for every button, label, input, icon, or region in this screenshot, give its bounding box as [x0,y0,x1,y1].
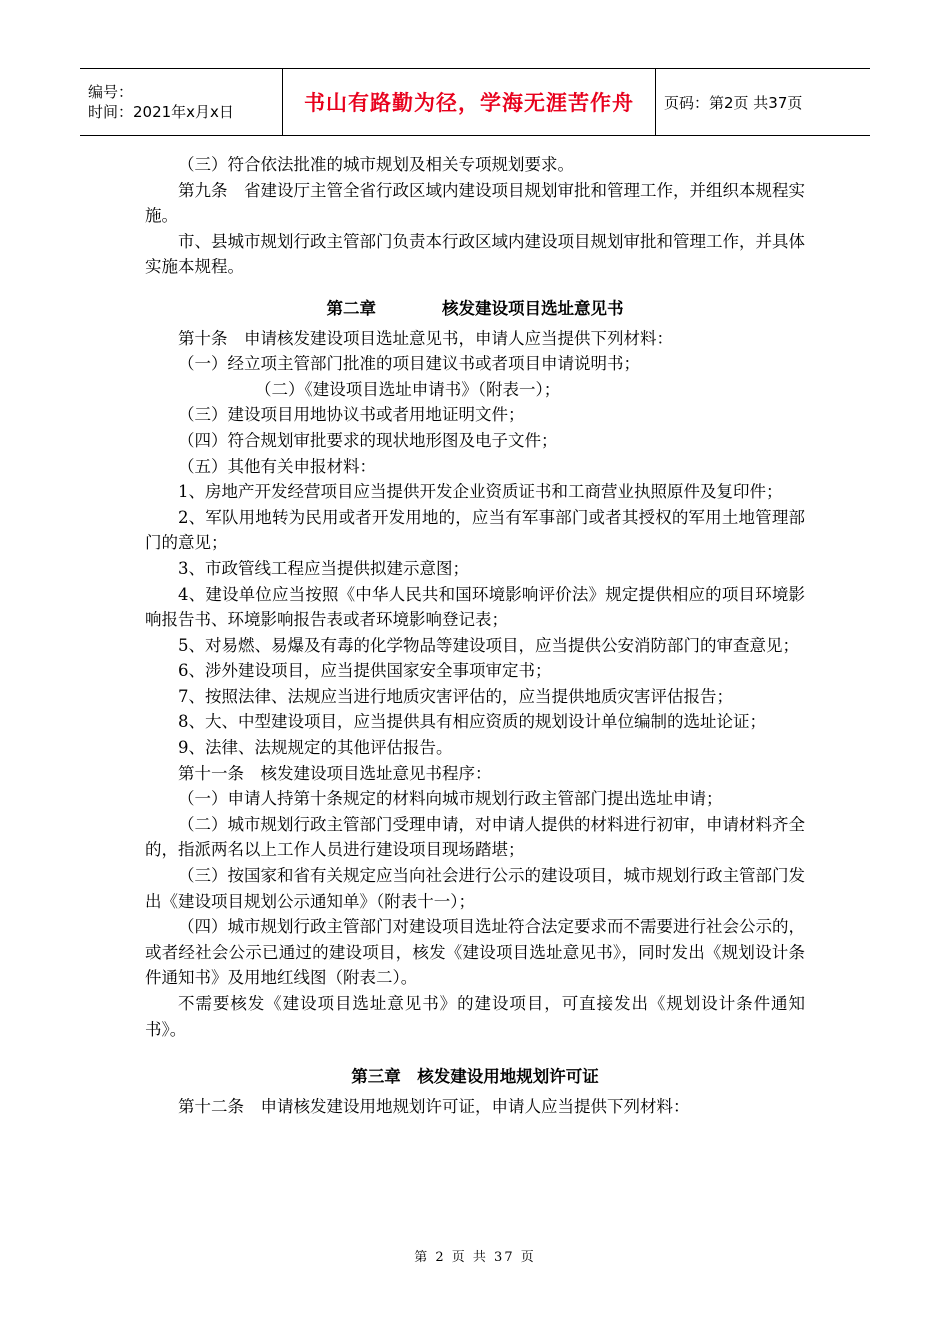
paragraph: （三）按国家和省有关规定应当向社会进行公示的建设项目，城市规划行政主管部门发出《建设项目规划公示通知单》（附表十一）； [145,866,805,911]
paragraph: 市、县城市规划行政主管部门负责本行政区域内建设项目规划审批和管理工作，并具体实施本规程。 [145,231,805,277]
paragraph: 8、大、中型建设项目，应当提供具有相应资质的规划设计单位编制的选址论证； [178,712,766,732]
paragraph: 第十二条 申请核发建设用地规划许可证，申请人应当提供下列材料： [178,1096,690,1116]
paragraph: 第九条 省建设厅主管全省行政区域内建设项目规划审批和管理工作，并组织本规程实施。 [145,180,805,226]
motto-text: 书山有路勤为径，学海无涯苦作舟 [304,91,634,115]
paragraph: （一）经立项主管部门批准的项目建议书或者项目申请说明书； [178,354,640,374]
paragraph: 3、市政管线工程应当提供拟建示意图； [178,558,469,578]
paragraph: 4、建设单位应当按照《中华人民共和国环境影响评价法》规定提供相应的项目环境影响报告书、环境影响报告表或者环境影响登记表； [145,584,805,630]
header-page-info [656,69,870,135]
paragraph: 第十条 申请核发建设项目选址意见书，申请人应当提供下列材料： [178,328,673,348]
document-body [145,152,805,1119]
chapter-heading: 第二章 核发建设项目选址意见书 [326,298,624,318]
document-number: 编号： [88,83,134,101]
paragraph: 9、法律、法规规定的其他评估报告。 [178,738,453,758]
chapter-heading: 第三章 核发建设用地规划许可证 [351,1067,599,1087]
header-left [80,69,282,135]
page-header [80,68,870,136]
paragraph: 不需要核发《建设项目选址意见书》的建设项目，可直接发出《规划设计条件通知书》。 [145,994,805,1039]
paragraph: 7、按照法律、法规应当进行地质灾害评估的，应当提供地质灾害评估报告； [178,686,733,706]
paragraph: 6、涉外建设项目，应当提供国家安全事项审定书； [178,661,552,681]
paragraph: 2、军队用地转为民用或者开发用地的，应当有军事部门或者其授权的军用土地管理部门的意见； [145,507,805,553]
paragraph: 第十一条 核发建设项目选址意见书程序： [178,763,492,783]
page-info: 页码：第2页 共37页 [664,93,803,112]
paragraph: （四）城市规划行政主管部门对建设项目选址符合法定要求而不需要进行社会公示的，或者经社会公示已通过的建设项目，核发《建设项目选址意见书》，同时发出《规划设计条件通知书》及用地红线图（附表二）。 [145,917,805,988]
paragraph: 1、房地产开发经营项目应当提供开发企业资质证书和工商营业执照原件及复印件； [178,482,783,502]
paragraph: （四）符合规划审批要求的现状地形图及电子文件； [178,430,558,450]
document-date: 时间：2021年x月x日 [88,103,234,121]
paragraph: （三）符合依法批准的城市规划及相关专项规划要求。 [178,155,574,174]
paragraph: （三）建设项目用地协议书或者用地证明文件； [178,405,525,425]
paragraph: （五）其他有关申报材料： [178,456,376,476]
paragraph: （二）城市规划行政主管部门受理申请，对申请人提供的材料进行初审，申请材料齐全的，指派两名以上工作人员进行建设项目现场踏堪； [145,814,805,860]
paragraph: （一）申请人持第十条规定的材料向城市规划行政主管部门提出选址申请； [178,789,723,809]
paragraph: （二）《建设项目选址申请书》（附表一）； [255,379,561,399]
paragraph: 5、对易燃、易爆及有毒的化学物品等建设项目，应当提供公安消防部门的审查意见； [178,635,799,655]
header-motto [282,69,656,135]
page-footer: 第 2 页 共 37 页 [414,1250,536,1265]
